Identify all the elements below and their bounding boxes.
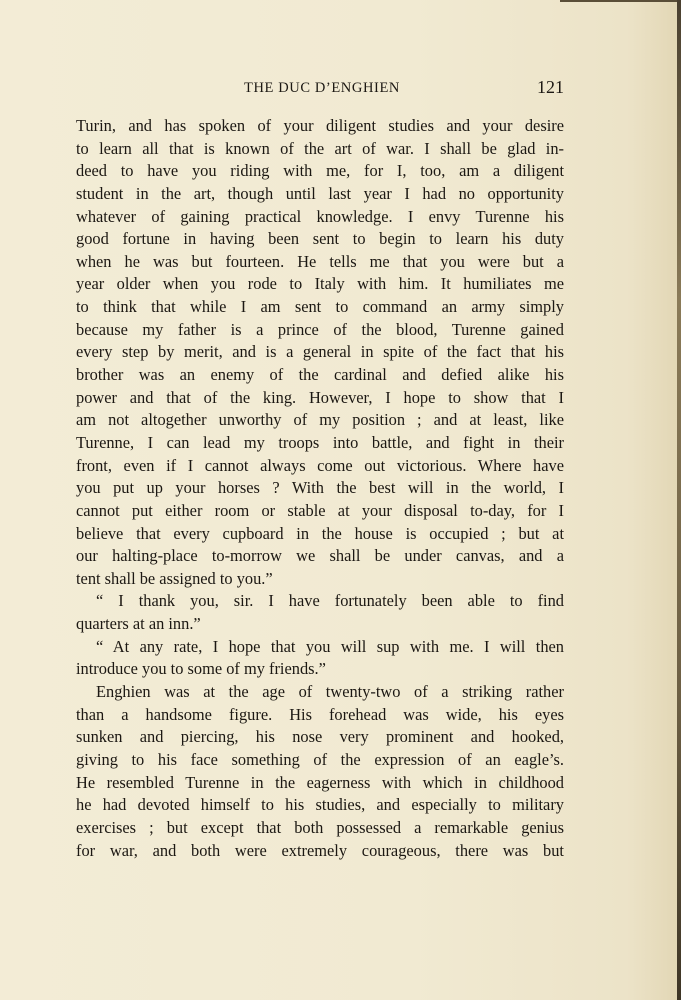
text-line: deed to have you riding with me, for I, too, am a diligent bbox=[76, 161, 564, 181]
text-line: power and that of the king. However, I hope to show that I bbox=[76, 387, 564, 407]
text-line: “ At any rate, I hope that you will sup with me. I will then bbox=[96, 636, 564, 656]
text-line: when he was but fourteen. He tells me that you were but a bbox=[76, 251, 564, 271]
text-line: you put up your horses ? With the best will in the world, I bbox=[76, 478, 564, 498]
text-line: front, even if I cannot always come out victorious. Where have bbox=[76, 455, 564, 475]
text-line: introduce you to some of my friends.” bbox=[76, 659, 326, 679]
text-line: our halting-place to-morrow we shall be under canvas, and a bbox=[76, 546, 564, 566]
text-line: than a handsome figure. His forehead was wide, his eyes bbox=[76, 704, 564, 724]
text-line: to learn all that is known of the art of war. I shall be glad in- bbox=[76, 138, 564, 158]
text-line: believe that every cupboard in the house is occupied ; but at bbox=[76, 523, 564, 543]
text-line: whatever of gaining practical knowledge. I envy Turenne his bbox=[76, 206, 564, 226]
running-header-title: THE DUC D’ENGHIEN bbox=[244, 80, 400, 96]
page-top-edge bbox=[560, 0, 681, 2]
text-line: tent shall be assigned to you.” bbox=[76, 568, 273, 588]
text-line: quarters at an inn.” bbox=[76, 614, 201, 634]
text-line: cannot put either room or stable at your disposal to-day, for I bbox=[76, 500, 564, 520]
text-line: sunken and piercing, his nose very prominent and hooked, bbox=[76, 727, 564, 747]
text-line: he had devoted himself to his studies, and especially to military bbox=[76, 795, 564, 815]
text-line: year older when you rode to Italy with him. It humiliates me bbox=[76, 274, 564, 294]
text-line: every step by merit, and is a general in spite of the fact that his bbox=[76, 342, 564, 362]
text-line: to think that while I am sent to command an army simply bbox=[76, 297, 564, 317]
text-line: good fortune in having been sent to begin to learn his duty bbox=[76, 229, 564, 249]
page-right-edge bbox=[677, 0, 681, 1000]
text-line: exercises ; but except that both possessed a remarkable genius bbox=[76, 817, 564, 837]
text-line: Turin, and has spoken of your diligent studies and your desire bbox=[76, 116, 564, 135]
text-line: giving to his face something of the expression of an eagle’s. bbox=[76, 749, 564, 769]
text-line: Turenne, I can lead my troops into battle, and fight in their bbox=[76, 432, 564, 452]
text-line: because my father is a prince of the blood, Turenne gained bbox=[76, 319, 564, 339]
page-number: 121 bbox=[537, 77, 564, 97]
text-line: Enghien was at the age of twenty-two of a striking rather bbox=[96, 682, 564, 702]
text-line: student in the art, though until last year I had no opportunity bbox=[76, 183, 564, 203]
text-line: brother was an enemy of the cardinal and defied alike his bbox=[76, 365, 564, 385]
text-line: am not altogether unworthy of my position ; and at least, like bbox=[76, 410, 564, 430]
text-line: “ I thank you, sir. I have fortunately been able to find bbox=[96, 591, 564, 611]
text-line: He resembled Turenne in the eagerness with which in childhood bbox=[76, 772, 564, 792]
text-line: for war, and both were extremely courageous, there was but bbox=[76, 840, 564, 860]
body-text bbox=[76, 115, 564, 862]
running-header bbox=[76, 77, 564, 99]
